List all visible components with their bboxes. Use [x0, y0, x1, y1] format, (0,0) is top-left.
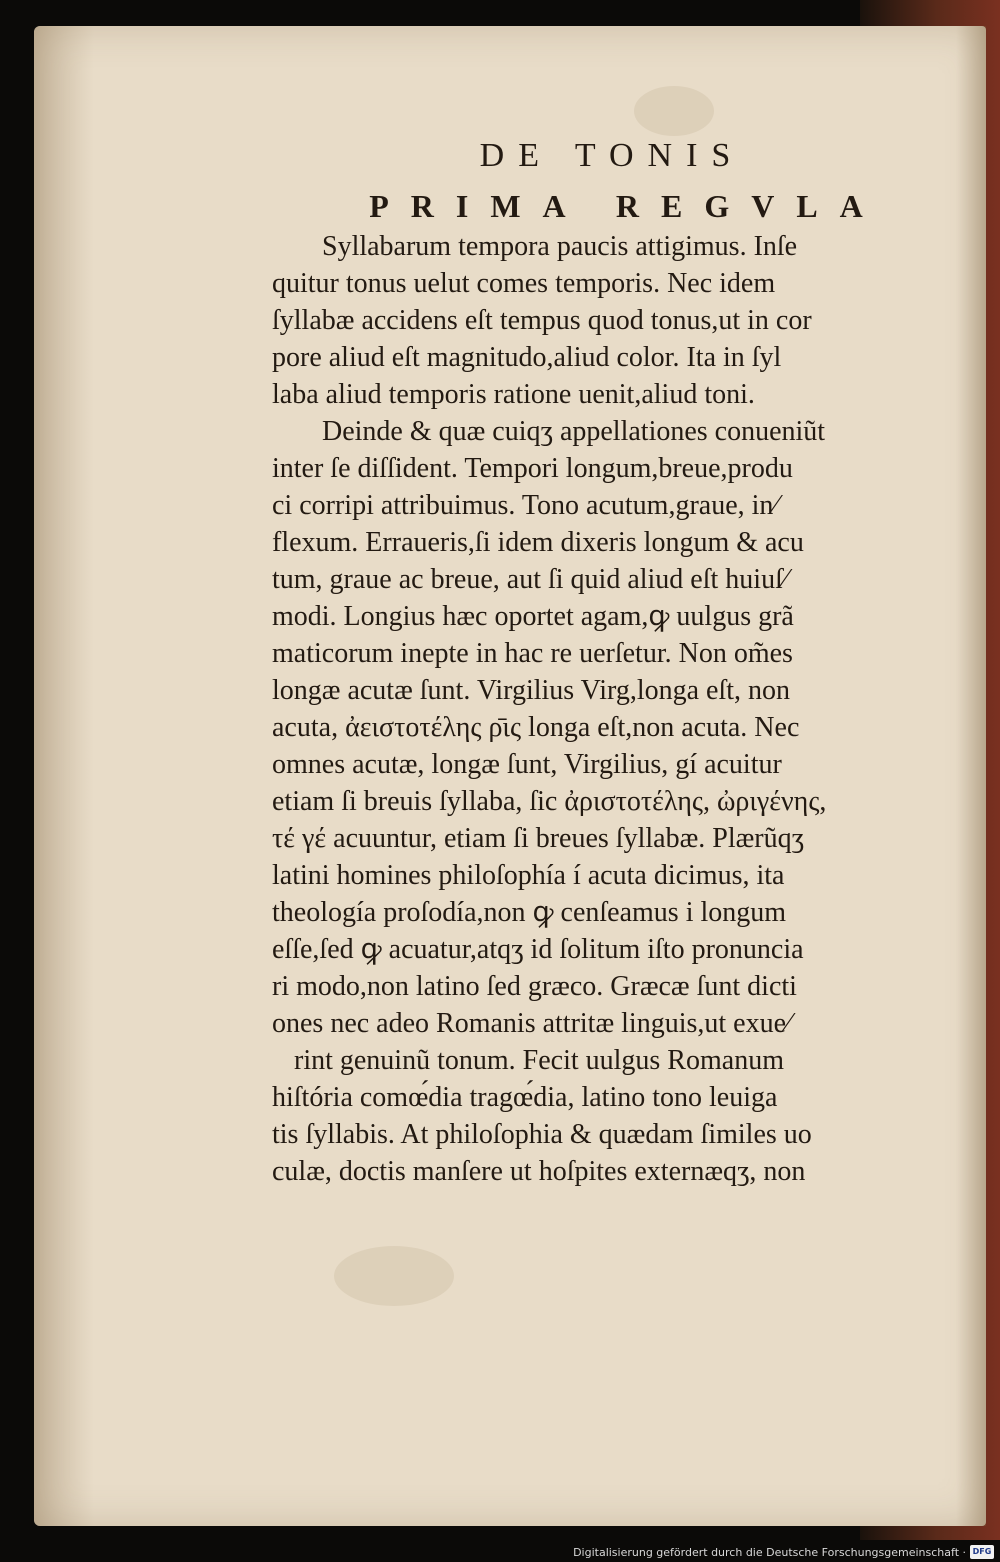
text-line: laba aliud temporis ratione uenit,aliud toni. — [272, 379, 755, 410]
text-line: flexum. Erraueris,ſi idem dixeris longum & acu — [272, 527, 804, 558]
text-line: modi. Longius hæc oportet agam,ꝙ uulgus grã — [272, 601, 794, 632]
text-line: Syllabarum tempora paucis attigimus. Inſe — [322, 231, 798, 262]
text-line: hiſtória comœ́dia tragœ́dia, latino tono leuiga — [272, 1082, 778, 1113]
body-text — [272, 228, 922, 1190]
dfg-logo-icon: DFG — [970, 1545, 994, 1559]
text-line: culæ, doctis manſere ut hoſpites externæqʒ, non — [272, 1156, 806, 1187]
text-line: tum, graue ac breue, aut ſi quid aliud eſt huiuſ⁄ — [272, 564, 788, 595]
text-block — [272, 134, 922, 1190]
text-line: ſyllabæ accidens eſt tempus quod tonus,ut in cor — [272, 305, 812, 336]
text-line: ones nec adeo Romanis attritæ linguis,ut exue⁄ — [272, 1008, 791, 1039]
text-line: theología proſodía,non ꝙ cenſeamus i longum — [272, 897, 787, 928]
text-line: longæ acutæ ſunt. Virgilius Virg,longa eſt, non — [272, 675, 791, 706]
text-line: inter ſe diſſident. Tempori longum,breue,produ — [272, 453, 793, 484]
running-head: DE TONIS — [479, 137, 745, 174]
text-line: etiam ſi breuis ſyllaba, ſic ἀριστοτέλης, ὠριγένης, — [272, 786, 827, 817]
paper-stain — [634, 86, 714, 136]
text-line: omnes acutæ, longæ ſunt, Virgilius, gí acuitur — [272, 749, 782, 780]
digitization-credit: Digitalisierung gefördert durch die Deutsche Forschungsgemeinschaft · — [573, 1546, 966, 1559]
text-line: pore aliud eſt magnitudo,aliud color. Ita in ſyl — [272, 342, 782, 373]
text-line: eſſe,ſed ꝙ acuatur,atqʒ id ſolitum iſto pronuncia — [272, 934, 804, 965]
text-line: maticorum inepte in hac re uerſetur. Non om̃es — [272, 638, 793, 669]
footer-bar — [0, 1540, 1000, 1562]
text-line: tis ſyllabis. At philoſophia & quædam ſimiles uo — [272, 1119, 812, 1150]
text-line: latini homines philoſophía í acuta dicimus, ita — [272, 860, 785, 891]
text-line: ci corripi attribuimus. Tono acutum,graue, in⁄ — [272, 490, 779, 521]
text-line: τέ γέ acuuntur, etiam ſi breues ſyllabæ. Plærũqʒ — [272, 823, 805, 854]
paper-stain — [334, 1246, 454, 1306]
text-line: acuta, ἀειστοτέλης ρ̄ις longa eſt,non acuta. Nec — [272, 712, 800, 743]
text-line: quitur tonus uelut comes temporis. Nec idem — [272, 268, 776, 299]
text-line: Deinde & quæ cuiqʒ appellationes conueniũt — [322, 416, 826, 447]
section-heading: PRIMA REGVLA — [369, 188, 885, 224]
text-line: rint genuinũ tonum. Fecit uulgus Romanum — [294, 1045, 784, 1076]
text-line: ri modo,non latino ſed græco. Græcæ ſunt dicti — [272, 971, 797, 1002]
